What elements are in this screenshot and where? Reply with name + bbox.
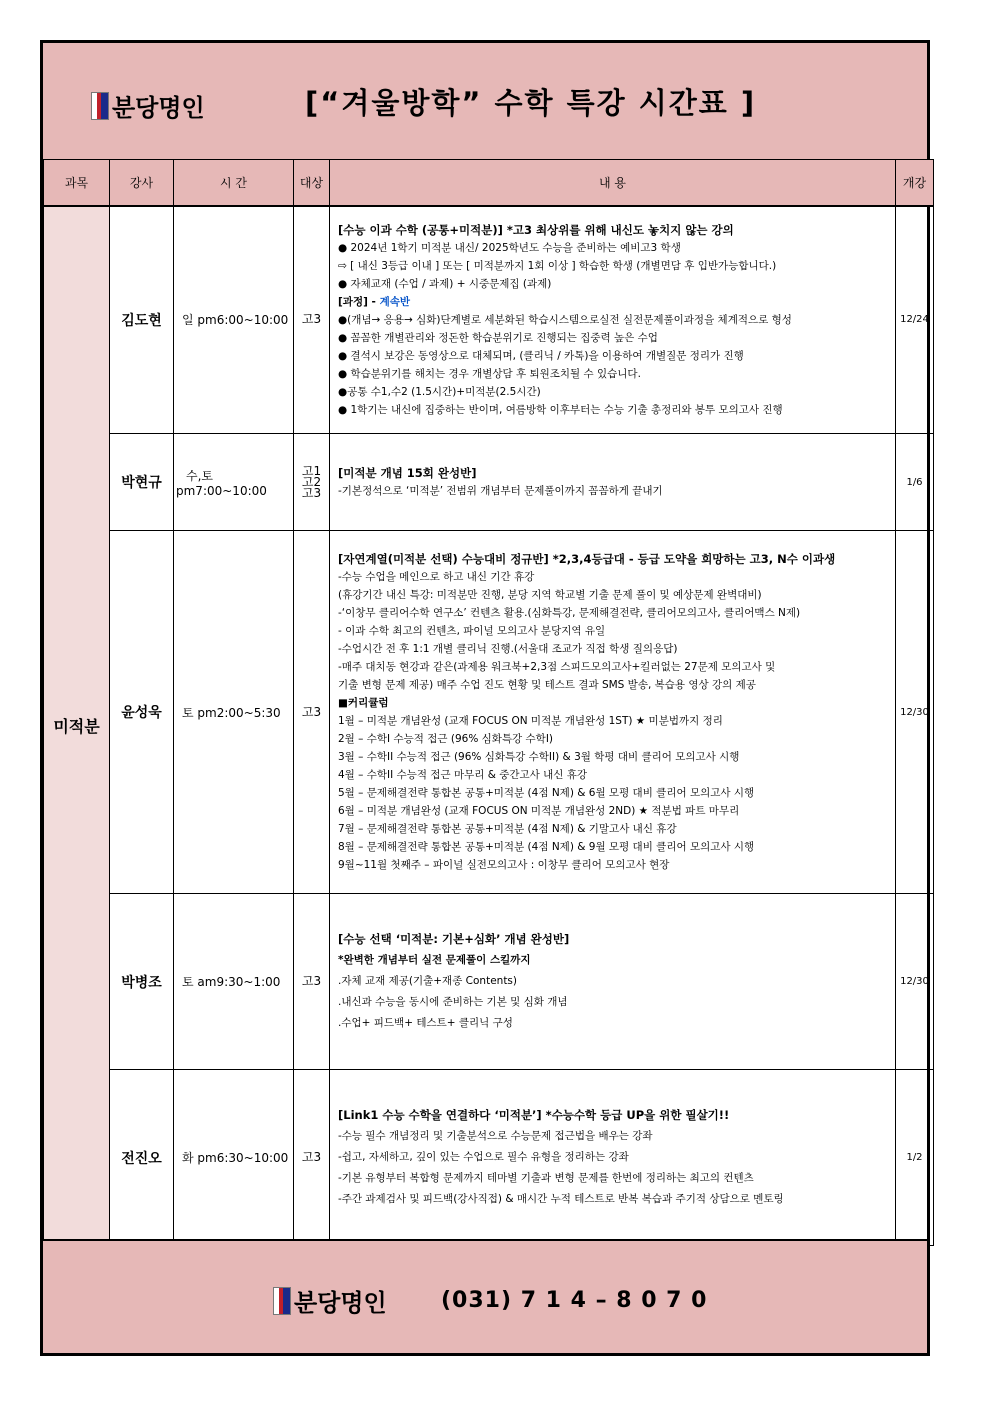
target-grade: 고3	[294, 206, 330, 434]
table-row	[44, 894, 934, 1070]
footer-band	[43, 1239, 927, 1353]
timetable-sheet	[40, 40, 930, 1356]
content-line: ● 자체교재 (수업 / 과제) + 시중문제집 (과제)	[338, 277, 552, 290]
content-line: -쉽고, 자세하고, 깊이 있는 수업으로 필수 유형을 정리하는 강좌	[338, 1151, 629, 1163]
content-line: ●공통 수1,수2 (1.5시간)+미적분(2.5시간)	[338, 385, 541, 398]
content-line: .내신과 수능을 동시에 준비하는 기본 및 심화 개념	[338, 996, 568, 1008]
footer-brand-name: 분당명인	[294, 1289, 387, 1317]
content-line: 3월 – 수학II 수능적 접근 (96% 심화특강 수학II) & 3월 학평 대비 클리어 모의고사 시행	[338, 751, 740, 763]
brand-logo-icon	[91, 92, 109, 120]
phone-number: (031) 7 1 4 – 8 0 7 0	[441, 1288, 708, 1313]
course-title: [수능 이과 수학 (공통+미적분)] *고3 최상위를 위해 내신도 놓치지 않는 강의	[338, 222, 734, 237]
teacher-name: 박현규	[110, 434, 174, 531]
col-header-target: 대상	[294, 160, 330, 206]
start-date: 12/24	[896, 206, 934, 434]
course-content	[330, 206, 896, 434]
content-line: 2월 – 수학I 수능적 접근 (96% 심화특강 수학I)	[338, 733, 554, 745]
content-line: ⇨ [ 내신 3등급 이내 ] 또는 [ 미적분까지 1회 이상 ] 학습한 학생 (개별면담 후 입반가능합니다.)	[338, 259, 777, 272]
content-line: - 이과 수학 최고의 컨텐츠, 파이널 모의고사 분당지역 유일	[338, 625, 606, 637]
class-time: 일 pm6:00~10:00	[174, 206, 294, 434]
brand-logo-icon	[273, 1287, 291, 1315]
content-line: ● 2024년 1학기 미적분 내신/ 2025학년도 수능을 준비하는 예비고3 학생	[338, 241, 681, 254]
table-row	[44, 1070, 934, 1246]
col-header-teacher: 강사	[110, 160, 174, 206]
start-date: 1/6	[896, 434, 934, 531]
target-grade-3: 고3	[301, 485, 322, 500]
start-date: 12/30	[896, 894, 934, 1070]
brand-name: 분당명인	[112, 94, 205, 122]
course-content	[330, 1070, 896, 1246]
target-grade-2: 고2	[301, 474, 322, 489]
content-line: -기본정석으로 ‘미적분’ 전범위 개념부터 문제풀이까지 꼼꼼하게 끝내기	[338, 485, 663, 497]
content-line: (휴강기간 내신 특강: 미적분만 진행, 분당 지역 학교별 기출 문제 풀이 및 예상문제 완벽대비)	[338, 589, 762, 601]
target-grade: 고3	[294, 531, 330, 894]
content-line: -매주 대치동 현강과 같은(과제용 워크북+2,3점 스피드모의고사+킬러없는 27문제 모의고사 및	[338, 661, 776, 673]
table-row	[44, 531, 934, 894]
brand-logo	[91, 88, 205, 123]
table-row	[44, 434, 934, 531]
teacher-name: 전진오	[110, 1070, 174, 1246]
col-header-start: 개강	[896, 160, 934, 206]
curriculum-label: ■커리큘럼	[338, 697, 389, 709]
class-time: 토 am9:30~1:00	[174, 894, 294, 1070]
course-content	[330, 531, 896, 894]
table-row	[44, 206, 934, 434]
target-grade: 고3	[294, 1070, 330, 1246]
content-line: 6월 – 미적분 개념완성 (교재 FOCUS ON 미적분 개념완성 2ND) ★ 적분법 파트 마무리	[338, 805, 740, 817]
process-value: 계속반	[379, 295, 410, 308]
target-grade-1: 고1	[301, 463, 322, 478]
course-title: [Link1 수능 수학을 연결하다 ‘미적분’] *수능수학 등급 UP을 위한 필살기!!	[338, 1108, 730, 1122]
course-content	[330, 894, 896, 1070]
content-line: 기출 변형 문제 제공) 매주 수업 진도 현황 및 테스트 결과 SMS 발송, 복습용 영상 강의 제공	[338, 679, 756, 691]
col-header-time: 시 간	[174, 160, 294, 206]
content-line: 5월 – 문제해결전략 통합본 공통+미적분 (4점 N제) & 6월 모평 대비 클리어 모의고사 시행	[338, 787, 755, 799]
class-time	[174, 434, 294, 531]
start-date: 1/2	[896, 1070, 934, 1246]
content-line: 9월~11월 첫째주 – 파이널 실전모의고사 : 이창무 클리어 모의고사 현장	[338, 859, 670, 871]
course-title: [미적분 개념 15회 완성반]	[338, 466, 477, 480]
content-line: -수능 필수 개념정리 및 기출분석으로 수능문제 접근법을 배우는 강좌	[338, 1130, 653, 1142]
content-line: 8월 – 문제해결전략 통합본 공통+미적분 (4점 N제) & 9월 모평 대비 클리어 모의고사 시행	[338, 841, 755, 853]
content-line: ●(개념→ 응용→ 심화)단계별로 세분화된 학습시스템으로실전 실전문제풀이과정을 체계적으로 형성	[338, 313, 792, 326]
class-days: 수,토	[186, 468, 213, 483]
content-line: 4월 – 수학II 수능적 접근 마무리 & 중간고사 내신 휴강	[338, 769, 588, 781]
col-header-subject: 과목	[44, 160, 110, 206]
class-time: 토 pm2:00~5:30	[174, 531, 294, 894]
content-line: -수업시간 전 후 1:1 개별 클리닉 진행.(서울대 조교가 직접 학생 질의응답)	[338, 643, 678, 655]
teacher-name: 김도현	[110, 206, 174, 434]
col-header-content: 내 용	[330, 160, 896, 206]
content-line: 1월 – 미적분 개념완성 (교재 FOCUS ON 미적분 개념완성 1ST) ★ 미분법까지 정리	[338, 715, 723, 727]
content-line: -기본 유형부터 복합형 문제까지 테마별 기출과 변형 문제를 한번에 정리하는 최고의 컨텐츠	[338, 1172, 754, 1184]
target-grade	[294, 434, 330, 531]
content-line: -‘이창무 클리어수학 연구소’ 컨텐츠 활용.(심화특강, 문제해결전략, 클리어모의고사, 클리어맥스 N제)	[338, 607, 801, 619]
content-line	[338, 293, 889, 311]
content-line: ● 학습분위기를 해치는 경우 개별상담 후 퇴원조치될 수 있습니다.	[338, 367, 641, 380]
table-header-row	[44, 160, 934, 206]
content-line: ● 꼼꼼한 개별관리와 정돈한 학습분위기로 진행되는 집중력 높은 수업	[338, 331, 658, 344]
course-title: [수능 선택 ‘미적분: 기본+심화’ 개념 완성반]	[338, 932, 570, 946]
course-content	[330, 434, 896, 531]
class-time: 화 pm6:30~10:00	[174, 1070, 294, 1246]
footer-brand-logo	[273, 1283, 387, 1318]
subject-cell: 미적분	[44, 206, 110, 1246]
teacher-name: 윤성욱	[110, 531, 174, 894]
course-subtitle: *완벽한 개념부터 실전 문제풀이 스킬까지	[338, 954, 531, 966]
target-grade: 고3	[294, 894, 330, 1070]
content-line: ● 결석시 보강은 동영상으로 대체되며, (클리닉 / 카톡)을 이용하여 개별질문 정리가 진행	[338, 349, 744, 362]
class-hours: pm7:00~10:00	[176, 483, 267, 498]
content-line: -주간 과제검사 및 피드백(강사직접) & 매시간 누적 테스트로 반복 복습과 주기적 상담으로 멘토링	[338, 1193, 784, 1205]
course-title: [자연계열(미적분 선택) 수능대비 정규반] *2,3,4등급대 - 등급 도약을 희망하는 고3, N수 이과생	[338, 552, 836, 566]
start-date: 12/30	[896, 531, 934, 894]
content-line: .수업+ 피드백+ 테스트+ 클리닉 구성	[338, 1017, 513, 1029]
header-band	[43, 43, 927, 161]
content-line: 7월 – 문제해결전략 통합본 공통+미적분 (4점 N제) & 기말고사 내신 휴강	[338, 823, 677, 835]
schedule-table	[43, 159, 934, 1246]
content-line: -수능 수업을 메인으로 하고 내신 기간 휴강	[338, 571, 535, 583]
page-title: [“겨울방학” 수학 특강 시간표 ]	[305, 86, 757, 120]
content-line: .자체 교재 제공(기출+재종 Contents)	[338, 975, 518, 987]
content-line: ● 1학기는 내신에 집중하는 반이며, 여름방학 이후부터는 수능 기출 총정리와 봉투 모의고사 진행	[338, 403, 783, 416]
process-label: [과정] -	[338, 295, 380, 308]
teacher-name: 박병조	[110, 894, 174, 1070]
